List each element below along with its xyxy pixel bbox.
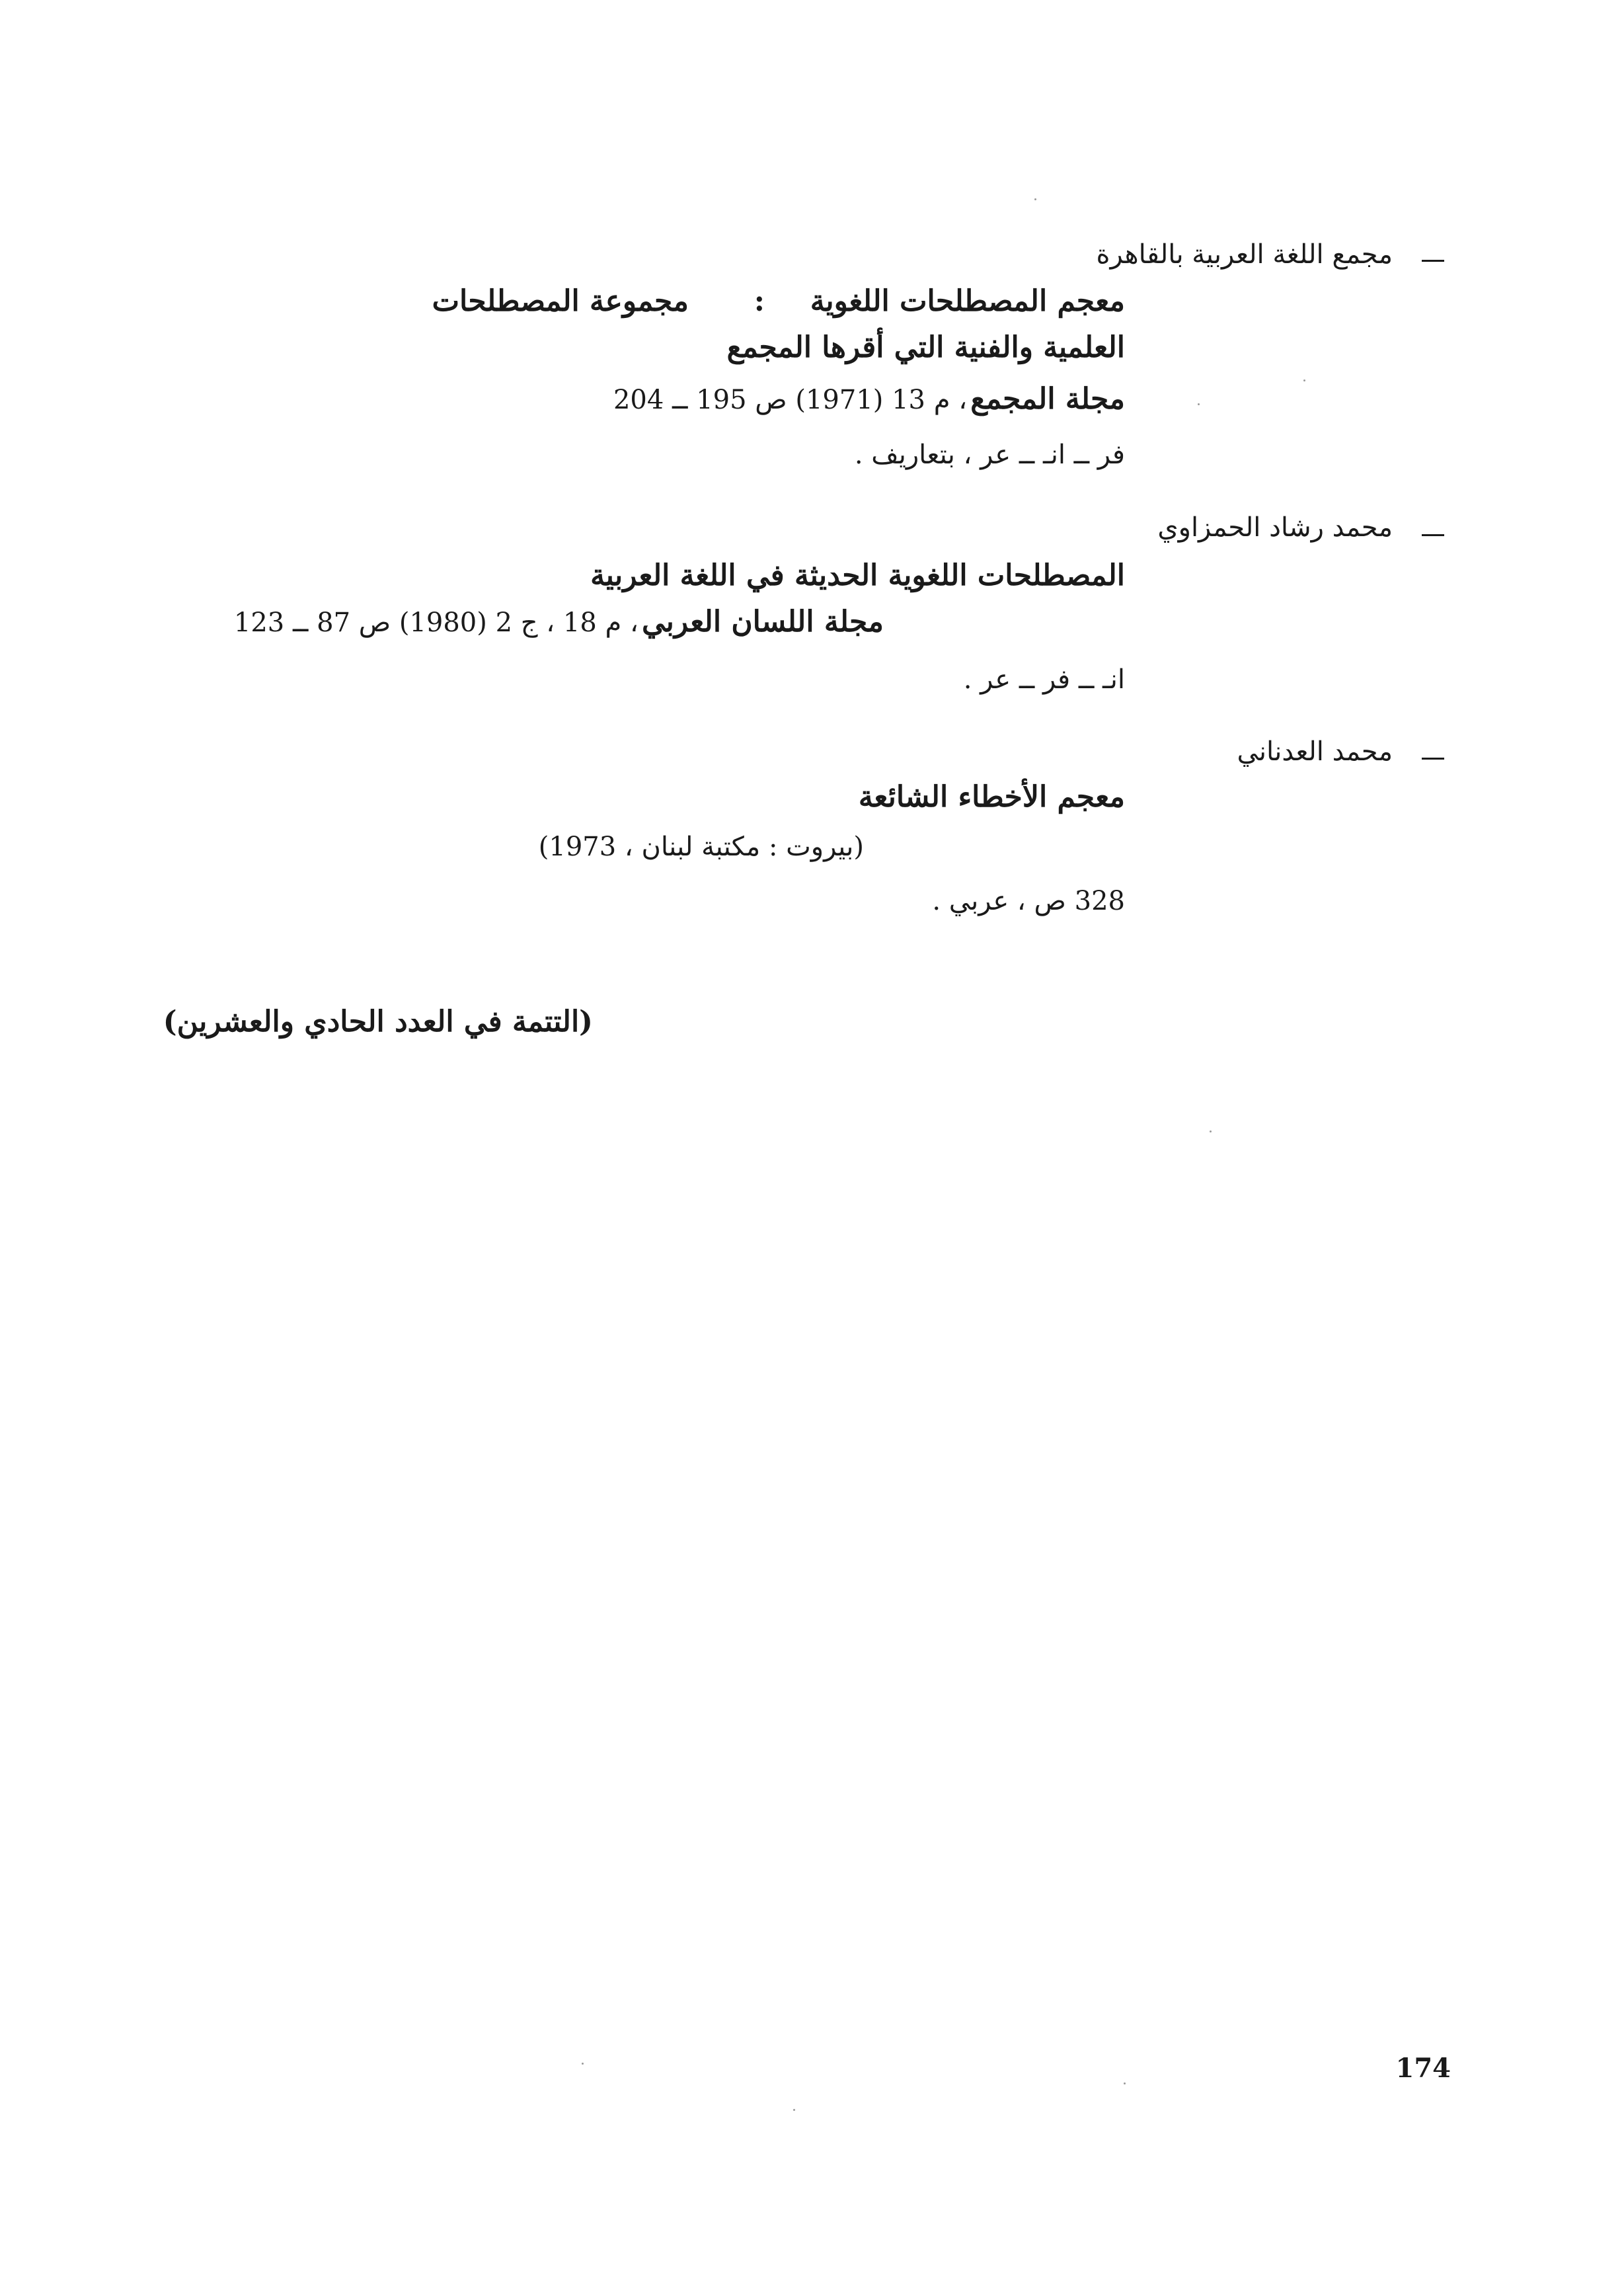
scan-speck — [793, 2109, 795, 2111]
entry-title: المصطلحات اللغوية الحديثة في اللغة العربية — [590, 559, 1125, 592]
entry-journal-line — [613, 382, 1125, 416]
entry-publisher: (بيروت : مكتبة لبنان ، 1973) — [538, 832, 864, 862]
scan-speck — [1303, 379, 1305, 381]
entry-languages: فر ــ انـ ــ عر ، بتعاريف . — [854, 440, 1125, 470]
journal-details: ، م 18 ، ج 2 (1980) ص 87 ــ 123 — [233, 608, 638, 638]
entry-title-line2: العلمية والفنية التي أقرها المجمع — [726, 331, 1125, 364]
entry-author: مجمع اللغة العربية بالقاهرة — [1096, 239, 1393, 270]
title-separator: : — [754, 284, 765, 318]
entry-author: محمد رشاد الحمزاوي — [1157, 512, 1393, 543]
journal-name: مجلة اللسان العربي — [642, 605, 884, 639]
scan-speck — [1198, 403, 1200, 405]
entry-languages: انـ ــ فر ــ عر . — [963, 664, 1125, 695]
entry-dash — [1422, 260, 1444, 262]
entry-journal-line — [234, 605, 884, 639]
journal-name: مجلة المجمع — [970, 382, 1125, 416]
scan-speck — [1210, 1130, 1212, 1132]
scan-speck — [582, 2063, 584, 2065]
entry-author: محمد العدناني — [1237, 736, 1393, 767]
journal-details: ، م 13 (1971) ص 195 ــ 204 — [613, 385, 968, 415]
continuation-note: (التتمة في العدد الحادي والعشرين) — [163, 1005, 593, 1039]
entry-pages: 328 ص ، عربي . — [932, 886, 1125, 916]
entry-dash — [1422, 758, 1444, 760]
entry-title: معجم الأخطاء الشائعة — [858, 780, 1125, 814]
entry-dash — [1422, 534, 1444, 536]
entry-title: معجم المصطلحات اللغوية — [810, 284, 1125, 318]
scan-speck — [1124, 2082, 1126, 2084]
entry-title-continued: مجموعة المصطلحات — [432, 284, 689, 318]
scan-speck — [1034, 198, 1036, 200]
page-number: 174 — [1395, 2053, 1451, 2084]
